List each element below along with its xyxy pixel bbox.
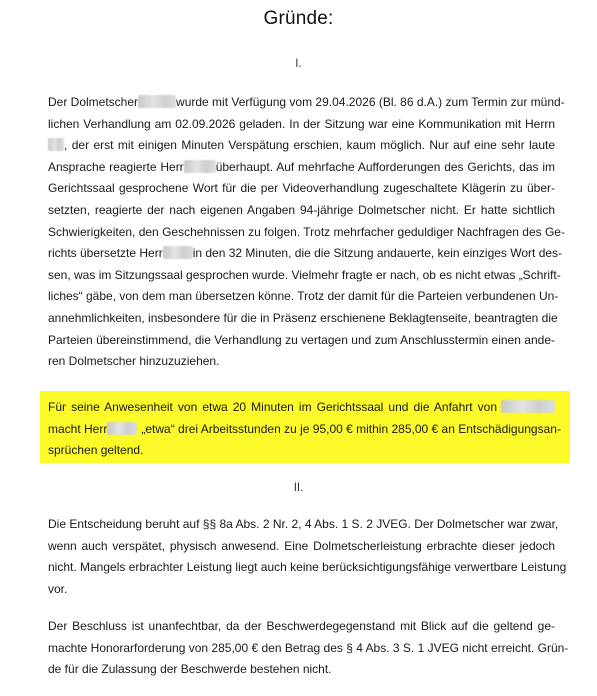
text-line: wenn auch verspätet, physisch anwesend. Eine Dolmetscherleistung erbrachte dieser jedoch (48, 538, 555, 553)
paragraph-facts (48, 92, 565, 373)
paragraph-claim-highlighted (48, 397, 561, 462)
section-heading-1: I. (295, 58, 302, 70)
redacted-place (501, 400, 555, 413)
text-line: richts übersetzte Herr in den 32 Minuten, die die Sitzung andauerte, kein einziges Wort des- (48, 246, 563, 261)
text-line: de für die Zulassung der Beschwerde bestehen nicht. (48, 662, 332, 677)
text-line: ren Dolmetscher hinzuzuziehen. (48, 354, 220, 369)
text-line: macht Herr „etwa“ drei Arbeitsstunden zu je 95,00 € mithin 285,00 € an Entschädigungsan- (48, 421, 561, 436)
redacted-name (138, 95, 176, 108)
text-line: machte Honorarforderung von 285,00 € den Betrag des § 4 Abs. 3 S. 1 JVEG nicht erreicht. Grün- (48, 640, 569, 655)
text-line: sprüchen geltend. (48, 443, 144, 458)
redacted-name (48, 138, 64, 151)
text-line: Die Entscheidung beruht auf §§ 8a Abs. 2 Nr. 2, 4 Abs. 1 S. 2 JVEG. Der Dolmetscher war zwar, (48, 517, 559, 531)
text-line: Schwierigkeiten, den Geschehnissen zu folgen. Trotz mehrfacher geduldiger Nachfragen des Ge- (48, 224, 565, 239)
text-line: lichen Verhandlung am 02.09.2026 geladen. In der Sitzung war eine Kommunikation mit Herrn (48, 116, 555, 131)
text-line: Gerichtssaal gesprochene Wort für die per Videoverhandlung zugeschaltete Klägerin zu über- (48, 181, 555, 196)
text-line: , der erst mit einigen Minuten Verspätung erschien, kaum möglich. Nur auf eine sehr laute (48, 135, 555, 157)
paragraph-appeal (48, 616, 569, 681)
text-line: Parteien übereinstimmend, die Verhandlung zu vertagen und zum Anschlusstermin einen ande- (48, 332, 555, 347)
text-line: vor. (48, 581, 68, 596)
section-heading-2: II. (293, 482, 304, 494)
paragraph-reasoning (48, 514, 567, 600)
text-line: setzten, reagierte der nach eigenen Angaben 94-jährige Dolmetscher nicht. Er hatte sichtlich (48, 202, 555, 217)
text-line: nicht. Mangels erbrachter Leistung liegt auch keine berücksichtigungsfähige verwertbare Leistung (48, 560, 567, 575)
text-line: sen, was im Sitzungssaal gesprochen wurde. Vielmehr fragte er nach, ob es nicht etwas „Schrift- (48, 267, 561, 282)
document-title: Gründe: (263, 8, 334, 29)
redacted-name (163, 246, 193, 259)
text-line: Der Dolmetscher wurde mit Verfügung vom 29.04.2026 (Bl. 86 d.A.) zum Termin zur münd- (48, 95, 565, 109)
text-line: annehmlichkeiten, insbesondere für die in Präsenz erschienene Beklagtenseite, beantragten die (48, 310, 558, 325)
text-line: Der Beschluss ist unanfechtbar, da der Beschwerdegegenstand mit Blick auf die geltend ge- (48, 619, 555, 633)
text-line: Ansprache reagierte Herr überhaupt. Auf mehrfache Aufforderungen des Gerichts, das im (48, 159, 555, 174)
text-line: liches“ gäbe, von dem man übersetzen könne. Trotz der damit für die Parteien verbundenen Un- (48, 289, 559, 304)
redacted-name (107, 422, 137, 435)
text-line: Für seine Anwesenheit von etwa 20 Minuten im Gerichtssaal und die Anfahrt von (48, 397, 555, 419)
redacted-name (184, 160, 216, 173)
